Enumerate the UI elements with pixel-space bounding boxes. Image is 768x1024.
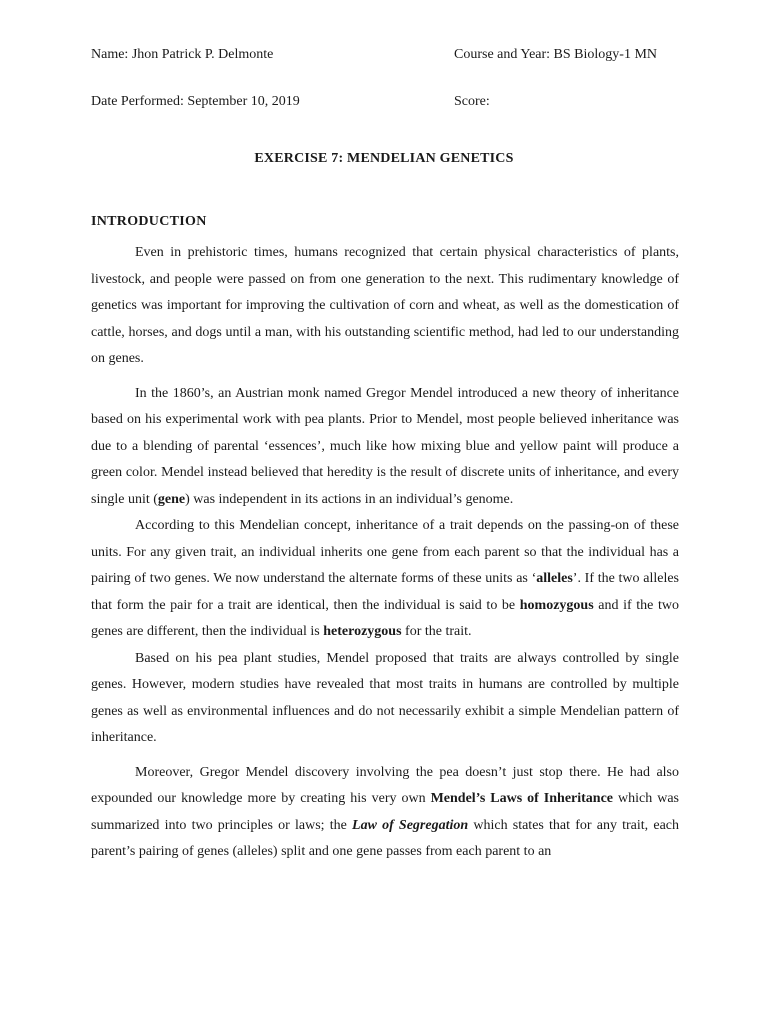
paragraph-3-text-a: According to this Mendelian concept, inheritance of a trait depends on the passing-on of these units. For any given trait, an individual inherits one gene from each parent so that the individual has a pairing of two genes. We now understand the alternate forms of these units as ‘ [91,518,679,586]
paragraph-2-text-b: ) was independent in its actions in an individual’s genome. [185,491,514,507]
term-homozygous: homozygous [519,597,594,613]
term-alleles: alleles [536,571,573,586]
paragraph-5-text-b: which was summarized into two principles or laws; the [91,791,679,833]
paragraph-3 [91,513,679,646]
term-law-of-segregation: Law of Segregation [352,817,469,833]
exercise-title: EXERCISE 7: MENDELIAN GENETICS [254,151,514,166]
date-performed: Date Performed: September 10, 2019 [91,94,300,109]
paragraph-3-text-c: and if the two genes are different, then the individual is [91,597,680,639]
paragraph-5-text-c: which states that for any trait, each parent’s pairing of genes (alleles) split and one gene passes from each parent to an [91,817,679,859]
paragraph-3-text-b: ’. If the two alleles that form the pair for a trait are identical, then the individual is said to be [91,571,679,613]
term-mendels-laws: Mendel’s Laws of Inheritance [430,791,614,806]
paragraph-4: Based on his pea plant studies, Mendel proposed that traits are always controlled by single genes. However, modern studies have revealed that most traits in humans are controlled by multiple genes as well as environmental influences and do not necessarily exhibit a simple Mendelian pattern of inheritance. [91,650,679,745]
paragraph-2-text-a: In the 1860’s, an Austrian monk named Gregor Mendel introduced a new theory of inheritance based on his experimental work with pea plants. Prior to Mendel, most people believed inheritance was due to a blending of parental ‘essences’, much like how mixing blue and yellow paint will produce a green color. Mendel instead believed that heredity is the result of discrete units of inheritance, and every single unit ( [91,385,679,507]
paragraph-5-text-a: Moreover, Gregor Mendel discovery involving the pea doesn’t just stop there. He had also expounded our knowledge more by creating his very own [91,764,679,806]
course-and-year: Course and Year: BS Biology-1 MN [454,47,658,62]
section-heading: INTRODUCTION [91,214,207,229]
paragraph-1: Even in prehistoric times, humans recognized that certain physical characteristics of plants, livestock, and people were passed on from one generation to the next. This rudimentary knowledge of genetics was important for improving the cultivation of corn and wheat, as well as the domestication of cattle, horses, and dogs until a man, with his outstanding scientific method, had led to our understanding on genes. [91,245,679,366]
score-label: Score: [454,94,490,109]
term-gene: gene [157,491,186,507]
paragraph-2 [91,381,679,514]
document-body [91,240,679,866]
term-heterozygous: heterozygous [323,624,402,639]
paragraph-3-text-d: for the trait. [401,624,472,639]
student-name: Name: Jhon Patrick P. Delmonte [91,47,274,62]
paragraph-5 [91,760,679,866]
